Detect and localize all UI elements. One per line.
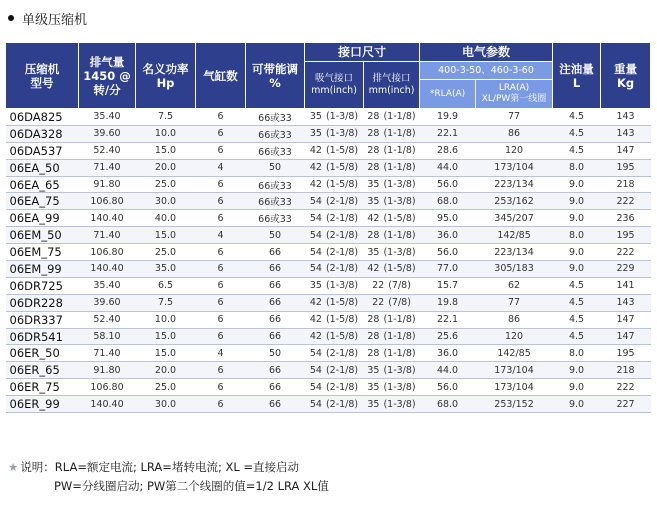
cell-suction: 42 (1-5/8) (305, 328, 364, 345)
cell-displacement: 39.60 (79, 294, 136, 311)
cell-suction: 54 (2-1/8) (305, 244, 364, 261)
cell-load-range: 66或33 (246, 210, 305, 227)
cell-load-range: 66 (246, 328, 305, 345)
cell-weight: 222 (601, 244, 651, 261)
cell-suction: 54 (2-1/8) (305, 345, 364, 362)
header-connection: 接口尺寸 (305, 43, 420, 62)
cell-model: 06DA328 (6, 125, 79, 142)
header-lra: LRA(A) XL/PW第一线圈 (476, 80, 553, 109)
cell-oil: 9.0 (553, 193, 601, 210)
header-electrical: 电气参数 (420, 43, 553, 62)
cell-model: 06ER_99 (6, 396, 79, 413)
cell-suction: 42 (1-5/8) (305, 311, 364, 328)
cell-discharge: 28 (1-1/8) (364, 227, 420, 244)
cell-weight: 141 (601, 277, 651, 294)
cell-power: 35.0 (136, 261, 196, 278)
cell-weight: 143 (601, 109, 651, 126)
cell-suction: 54 (2-1/8) (305, 261, 364, 278)
cell-displacement: 71.40 (79, 345, 136, 362)
cell-power: 25.0 (136, 176, 196, 193)
cell-rla: 44.0 (420, 159, 476, 176)
cell-load-range: 66 (246, 261, 305, 278)
cell-lra: 142/85 (476, 345, 553, 362)
cell-suction: 35 (1-3/8) (305, 125, 364, 142)
cell-oil: 4.5 (553, 142, 601, 159)
cell-cylinders: 6 (196, 125, 246, 142)
cell-weight: 147 (601, 311, 651, 328)
cell-cylinders: 6 (196, 396, 246, 413)
table-row (6, 261, 651, 278)
cell-model: 06DR541 (6, 328, 79, 345)
section-title-text: 单级压缩机 (22, 12, 88, 28)
cell-model: 06DA537 (6, 142, 79, 159)
cell-cylinders: 6 (196, 311, 246, 328)
table-row (6, 193, 651, 210)
cell-rla: 56.0 (420, 244, 476, 261)
cell-model: 06DR337 (6, 311, 79, 328)
cell-load-range: 50 (246, 345, 305, 362)
cell-discharge: 28 (1-1/8) (364, 328, 420, 345)
cell-weight: 143 (601, 125, 651, 142)
cell-rla: 36.0 (420, 345, 476, 362)
cell-displacement: 39.60 (79, 125, 136, 142)
cell-suction: 42 (1-5/8) (305, 294, 364, 311)
cell-weight: 195 (601, 227, 651, 244)
cell-load-range: 50 (246, 159, 305, 176)
cell-model: 06EA_50 (6, 159, 79, 176)
compressor-spec-table (5, 42, 651, 413)
cell-cylinders: 6 (196, 142, 246, 159)
cell-discharge: 35 (1-3/8) (364, 396, 420, 413)
cell-lra: 86 (476, 125, 553, 142)
star-icon: ★ (8, 460, 19, 474)
cell-discharge: 28 (1-1/8) (364, 345, 420, 362)
table-row (6, 159, 651, 176)
cell-displacement: 71.40 (79, 227, 136, 244)
cell-discharge: 42 (1-5/8) (364, 261, 420, 278)
cell-lra: 305/183 (476, 261, 553, 278)
cell-lra: 173/104 (476, 379, 553, 396)
cell-model: 06DA825 (6, 109, 79, 126)
cell-displacement: 140.40 (79, 261, 136, 278)
table-row (6, 176, 651, 193)
cell-cylinders: 4 (196, 345, 246, 362)
cell-displacement: 52.40 (79, 311, 136, 328)
cell-power: 7.5 (136, 294, 196, 311)
cell-lra: 86 (476, 311, 553, 328)
cell-cylinders: 6 (196, 193, 246, 210)
cell-discharge: 35 (1-3/8) (364, 176, 420, 193)
cell-model: 06ER_50 (6, 345, 79, 362)
cell-lra: 253/152 (476, 396, 553, 413)
cell-suction: 54 (2-1/8) (305, 379, 364, 396)
cell-power: 10.0 (136, 125, 196, 142)
cell-oil: 4.5 (553, 125, 601, 142)
cell-rla: 68.0 (420, 193, 476, 210)
cell-suction: 54 (2-1/8) (305, 227, 364, 244)
cell-load-range: 66或33 (246, 109, 305, 126)
table-row (6, 362, 651, 379)
table-row (6, 328, 651, 345)
cell-discharge: 22 (7/8) (364, 294, 420, 311)
cell-load-range: 66或33 (246, 193, 305, 210)
cell-cylinders: 6 (196, 277, 246, 294)
cell-displacement: 91.80 (79, 362, 136, 379)
cell-power: 15.0 (136, 142, 196, 159)
cell-lra: 77 (476, 109, 553, 126)
cell-discharge: 35 (1-3/8) (364, 244, 420, 261)
cell-displacement: 35.40 (79, 277, 136, 294)
cell-suction: 54 (2-1/8) (305, 396, 364, 413)
cell-suction: 42 (1-5/8) (305, 142, 364, 159)
cell-model: 06EM_75 (6, 244, 79, 261)
cell-displacement: 106.80 (79, 193, 136, 210)
cell-lra: 173/104 (476, 159, 553, 176)
cell-rla: 22.1 (420, 311, 476, 328)
cell-suction: 54 (2-1/8) (305, 210, 364, 227)
cell-cylinders: 6 (196, 176, 246, 193)
cell-displacement: 71.40 (79, 159, 136, 176)
cell-power: 25.0 (136, 379, 196, 396)
cell-rla: 68.0 (420, 396, 476, 413)
cell-rla: 77.0 (420, 261, 476, 278)
cell-oil: 9.0 (553, 261, 601, 278)
cell-rla: 36.0 (420, 227, 476, 244)
cell-suction: 54 (2-1/8) (305, 193, 364, 210)
cell-power: 6.5 (136, 277, 196, 294)
table-row (6, 210, 651, 227)
cell-rla: 95.0 (420, 210, 476, 227)
cell-cylinders: 6 (196, 362, 246, 379)
cell-cylinders: 4 (196, 227, 246, 244)
cell-load-range: 66 (246, 396, 305, 413)
cell-rla: 56.0 (420, 379, 476, 396)
header-suction: 吸气接口 mm(inch) (305, 62, 364, 109)
cell-discharge: 28 (1-1/8) (364, 311, 420, 328)
cell-model: 06ER_75 (6, 379, 79, 396)
cell-discharge: 42 (1-5/8) (364, 210, 420, 227)
cell-model: 06EM_50 (6, 227, 79, 244)
cell-weight: 147 (601, 328, 651, 345)
header-rla: *RLA(A) (420, 80, 476, 109)
cell-power: 20.0 (136, 159, 196, 176)
cell-rla: 19.9 (420, 109, 476, 126)
cell-discharge: 35 (1-3/8) (364, 379, 420, 396)
header-model: 压缩机 型号 (6, 43, 79, 109)
cell-oil: 9.0 (553, 396, 601, 413)
cell-power: 20.0 (136, 362, 196, 379)
cell-weight: 222 (601, 193, 651, 210)
cell-discharge: 35 (1-3/8) (364, 193, 420, 210)
cell-cylinders: 6 (196, 294, 246, 311)
cell-lra: 223/134 (476, 176, 553, 193)
header-displacement: 排气量 1450 @ 转/分 (79, 43, 136, 109)
cell-oil: 9.0 (553, 362, 601, 379)
cell-oil: 8.0 (553, 227, 601, 244)
cell-displacement: 106.80 (79, 379, 136, 396)
cell-load-range: 66 (246, 277, 305, 294)
cell-oil: 8.0 (553, 159, 601, 176)
cell-displacement: 106.80 (79, 244, 136, 261)
cell-model: 06EA_65 (6, 176, 79, 193)
notes (8, 458, 329, 496)
bullet-icon (8, 15, 14, 21)
cell-power: 15.0 (136, 328, 196, 345)
cell-oil: 9.0 (553, 379, 601, 396)
table-row (6, 277, 651, 294)
cell-suction: 42 (1-5/8) (305, 176, 364, 193)
cell-lra: 223/134 (476, 244, 553, 261)
cell-oil: 8.0 (553, 345, 601, 362)
cell-lra: 120 (476, 142, 553, 159)
cell-oil: 9.0 (553, 210, 601, 227)
section-title (8, 10, 87, 26)
table-row (6, 379, 651, 396)
cell-cylinders: 6 (196, 379, 246, 396)
cell-cylinders: 6 (196, 328, 246, 345)
cell-discharge: 28 (1-1/8) (364, 109, 420, 126)
cell-model: 06DR228 (6, 294, 79, 311)
cell-power: 15.0 (136, 345, 196, 362)
cell-load-range: 66或33 (246, 125, 305, 142)
cell-cylinders: 4 (196, 159, 246, 176)
cell-oil: 4.5 (553, 277, 601, 294)
cell-power: 40.0 (136, 210, 196, 227)
cell-weight: 229 (601, 261, 651, 278)
cell-load-range: 66 (246, 294, 305, 311)
cell-rla: 44.0 (420, 362, 476, 379)
cell-rla: 15.7 (420, 277, 476, 294)
cell-rla: 22.1 (420, 125, 476, 142)
cell-load-range: 66 (246, 362, 305, 379)
cell-load-range: 66 (246, 379, 305, 396)
cell-discharge: 28 (1-1/8) (364, 159, 420, 176)
note-line-2: PW=分线圈启动; PW第二个线圈的值=1/2 LRA XL值 (54, 479, 329, 493)
table-row (6, 244, 651, 261)
cell-lra: 120 (476, 328, 553, 345)
cell-weight: 195 (601, 345, 651, 362)
cell-suction: 35 (1-3/8) (305, 109, 364, 126)
cell-model: 06DR725 (6, 277, 79, 294)
note-line-1: ★ 说明：RLA=额定电流; LRA=堵转电流; XL =直接启动 (8, 460, 300, 474)
cell-discharge: 28 (1-1/8) (364, 142, 420, 159)
cell-weight: 195 (601, 159, 651, 176)
table-row (6, 227, 651, 244)
cell-power: 30.0 (136, 396, 196, 413)
cell-lra: 253/162 (476, 193, 553, 210)
header-weight: 重量 Kg (601, 43, 651, 109)
cell-load-range: 66或33 (246, 176, 305, 193)
cell-lra: 173/104 (476, 362, 553, 379)
table-row (6, 311, 651, 328)
cell-weight: 143 (601, 294, 651, 311)
header-load-range: 可带能调 % (246, 43, 305, 109)
cell-model: 06EM_99 (6, 261, 79, 278)
cell-lra: 142/85 (476, 227, 553, 244)
cell-rla: 19.8 (420, 294, 476, 311)
cell-model: 06EA_99 (6, 210, 79, 227)
cell-load-range: 66 (246, 311, 305, 328)
cell-weight: 218 (601, 362, 651, 379)
cell-rla: 28.6 (420, 142, 476, 159)
cell-power: 30.0 (136, 193, 196, 210)
cell-oil: 4.5 (553, 328, 601, 345)
cell-suction: 42 (1-5/8) (305, 159, 364, 176)
cell-discharge: 28 (1-1/8) (364, 125, 420, 142)
cell-weight: 222 (601, 379, 651, 396)
cell-power: 7.5 (136, 109, 196, 126)
cell-oil: 4.5 (553, 109, 601, 126)
cell-power: 10.0 (136, 311, 196, 328)
cell-power: 25.0 (136, 244, 196, 261)
table-row (6, 125, 651, 142)
cell-displacement: 58.10 (79, 328, 136, 345)
cell-rla: 56.0 (420, 176, 476, 193)
cell-weight: 147 (601, 142, 651, 159)
cell-weight: 236 (601, 210, 651, 227)
cell-oil: 4.5 (553, 294, 601, 311)
cell-rla: 25.6 (420, 328, 476, 345)
cell-cylinders: 6 (196, 210, 246, 227)
header-oil: 注油量 L (553, 43, 601, 109)
cell-discharge: 22 (7/8) (364, 277, 420, 294)
table-row (6, 142, 651, 159)
cell-displacement: 140.40 (79, 210, 136, 227)
cell-load-range: 66 (246, 244, 305, 261)
cell-weight: 218 (601, 176, 651, 193)
cell-model: 06EA_75 (6, 193, 79, 210)
cell-suction: 54 (2-1/8) (305, 362, 364, 379)
cell-cylinders: 6 (196, 109, 246, 126)
cell-displacement: 91.80 (79, 176, 136, 193)
cell-lra: 345/207 (476, 210, 553, 227)
cell-model: 06ER_65 (6, 362, 79, 379)
cell-oil: 9.0 (553, 244, 601, 261)
cell-cylinders: 6 (196, 261, 246, 278)
table-row (6, 109, 651, 126)
cell-load-range: 66或33 (246, 142, 305, 159)
cell-displacement: 140.40 (79, 396, 136, 413)
header-discharge: 排气接口 mm(inch) (364, 62, 420, 109)
header-cylinders: 气缸数 (196, 43, 246, 109)
table-row (6, 396, 651, 413)
cell-displacement: 52.40 (79, 142, 136, 159)
cell-discharge: 35 (1-3/8) (364, 362, 420, 379)
table-row (6, 345, 651, 362)
header-voltage: 400-3-50、460-3-60 (420, 62, 553, 80)
cell-load-range: 50 (246, 227, 305, 244)
cell-weight: 227 (601, 396, 651, 413)
cell-displacement: 35.40 (79, 109, 136, 126)
cell-lra: 62 (476, 277, 553, 294)
cell-lra: 77 (476, 294, 553, 311)
cell-oil: 9.0 (553, 176, 601, 193)
cell-power: 15.0 (136, 227, 196, 244)
header-power: 名义功率 Hp (136, 43, 196, 109)
cell-oil: 4.5 (553, 311, 601, 328)
cell-suction: 35 (1-3/8) (305, 277, 364, 294)
table-row (6, 294, 651, 311)
cell-cylinders: 6 (196, 244, 246, 261)
